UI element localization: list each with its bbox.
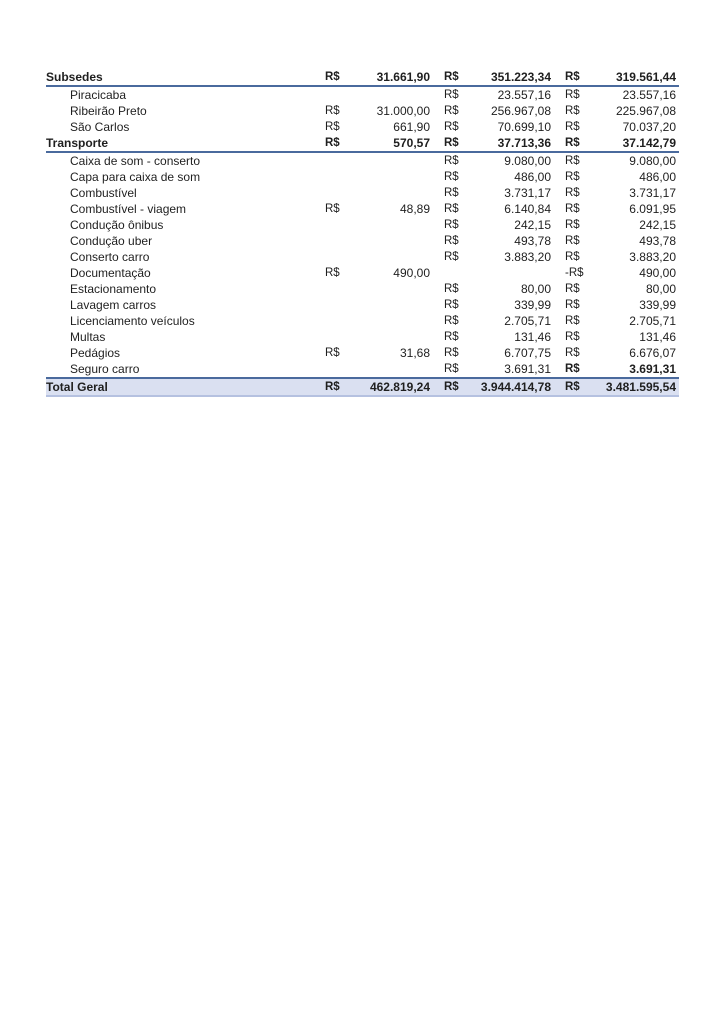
currency-symbol: R$ [565,89,580,101]
currency-symbol: R$ [565,137,580,149]
amount-value [345,281,433,297]
currency-symbol: R$ [444,219,459,231]
currency-symbol [325,249,345,265]
item-row [46,201,679,217]
currency-symbol [325,169,345,185]
currency-symbol: R$ [325,71,340,83]
currency-symbol: R$ [444,363,459,375]
currency-symbol [325,281,345,297]
amount-value: 486,00 [639,170,676,184]
amount-value: 37.142,79 [622,136,676,150]
amount-value: 23.557,16 [497,88,551,102]
amount-value: 31.661,90 [376,70,430,84]
currency-symbol [325,361,345,378]
currency-symbol: R$ [444,315,459,327]
currency-symbol: R$ [325,105,340,117]
item-row [46,281,679,297]
amount-value: 37.713,36 [497,136,551,150]
amount-value: 3.731,17 [629,186,676,200]
amount-value [345,169,433,185]
currency-symbol: R$ [565,203,580,215]
item-row [46,265,679,281]
currency-symbol: R$ [565,331,580,343]
currency-symbol: R$ [565,219,580,231]
currency-symbol: R$ [444,299,459,311]
currency-symbol: R$ [325,381,340,393]
amount-value [345,313,433,329]
amount-value: 3.481.595,54 [605,380,676,394]
currency-symbol: R$ [565,155,580,167]
item-row [46,297,679,313]
amount-value: 3.731,17 [504,186,551,200]
amount-value: 131,46 [639,330,676,344]
amount-value: 225.967,08 [615,104,676,118]
amount-value: 3.883,20 [504,250,551,264]
row-label: Transporte [46,136,109,150]
item-row [46,217,679,233]
amount-value: 131,46 [514,330,551,344]
amount-value: 6.091,95 [629,202,676,216]
currency-symbol: R$ [565,381,580,393]
currency-symbol [325,86,345,103]
section-row [46,69,679,86]
currency-symbol [325,217,345,233]
row-label: Seguro carro [70,362,140,376]
currency-symbol: R$ [444,171,459,183]
row-label: Licenciamento veículos [70,314,195,328]
amount-value [345,329,433,345]
amount-value: 6.676,07 [629,346,676,360]
currency-symbol: R$ [565,283,580,295]
amount-value [345,86,433,103]
amount-value: 351.223,34 [490,70,551,84]
total-row [46,378,679,396]
amount-value: 9.080,00 [504,154,551,168]
currency-symbol: R$ [565,171,580,183]
item-row [46,152,679,169]
row-label: Multas [70,330,106,344]
currency-symbol: R$ [444,105,459,117]
currency-symbol: R$ [444,89,459,101]
row-label: São Carlos [70,120,130,134]
amount-value: 242,15 [639,218,676,232]
amount-value [345,297,433,313]
currency-symbol: R$ [444,331,459,343]
amount-value: 490,00 [639,266,676,280]
amount-value: 319.561,44 [615,70,676,84]
amount-value: 31,68 [399,346,430,360]
currency-symbol: R$ [444,187,459,199]
row-label: Total Geral [46,380,108,394]
item-row [46,249,679,265]
currency-symbol: R$ [565,187,580,199]
amount-value: 23.557,16 [622,88,676,102]
amount-value: 462.819,24 [369,380,430,394]
currency-symbol: R$ [325,121,340,133]
item-row [46,313,679,329]
currency-symbol: R$ [444,283,459,295]
currency-symbol [325,152,345,169]
row-label: Combustível - viagem [70,202,187,216]
item-row [46,169,679,185]
row-label: Piracicaba [70,88,127,102]
currency-symbol: R$ [444,251,459,263]
amount-value: 31.000,00 [376,104,430,118]
amount-value [345,361,433,378]
amount-value: 339,99 [639,298,676,312]
item-row [46,233,679,249]
amount-value: 242,15 [514,218,551,232]
row-label: Estacionamento [70,282,157,296]
amount-value: 48,89 [399,202,430,216]
amount-value [464,265,554,281]
currency-symbol: R$ [565,363,580,375]
amount-value: 339,99 [514,298,551,312]
item-row [46,185,679,201]
amount-value: 490,00 [393,266,430,280]
currency-symbol: R$ [565,105,580,117]
currency-symbol [433,265,464,281]
amount-value [345,185,433,201]
row-label: Ribeirão Preto [70,104,147,118]
row-label: Documentação [70,266,151,280]
amount-value: 3.691,31 [629,362,676,376]
amount-value [345,249,433,265]
section-row [46,135,679,152]
amount-value: 2.705,71 [504,314,551,328]
amount-value: 3.883,20 [629,250,676,264]
currency-symbol: R$ [444,347,459,359]
item-row [46,345,679,361]
amount-value: 493,78 [639,234,676,248]
currency-symbol: R$ [444,121,459,133]
currency-symbol [325,329,345,345]
amount-value: 6.707,75 [504,346,551,360]
amount-value: 3.944.414,78 [480,380,551,394]
currency-symbol: R$ [325,203,340,215]
currency-symbol: R$ [444,235,459,247]
amount-value [345,152,433,169]
amount-value: 80,00 [520,282,551,296]
currency-symbol: R$ [444,137,459,149]
amount-value: 486,00 [514,170,551,184]
currency-symbol: R$ [565,315,580,327]
currency-symbol: R$ [325,347,340,359]
row-label: Condução ônibus [70,218,164,232]
amount-value: 80,00 [645,282,676,296]
expense-summary-table [46,69,679,397]
currency-symbol: R$ [565,251,580,263]
currency-symbol: R$ [565,347,580,359]
item-row [46,361,679,378]
currency-symbol: R$ [444,381,459,393]
row-label: Combustível [70,186,137,200]
currency-symbol: R$ [565,299,580,311]
amount-value: 493,78 [514,234,551,248]
currency-symbol: R$ [325,137,340,149]
row-label: Pedágios [70,346,121,360]
amount-value: 6.140,84 [504,202,551,216]
amount-value: 9.080,00 [629,154,676,168]
currency-symbol [325,233,345,249]
amount-value: 70.699,10 [497,120,551,134]
amount-value: 256.967,08 [490,104,551,118]
row-label: Condução uber [70,234,153,248]
row-label: Subsedes [46,70,103,84]
item-row [46,119,679,135]
currency-symbol: R$ [444,71,459,83]
amount-value: 661,90 [393,120,430,134]
currency-symbol: R$ [565,121,580,133]
item-row [46,86,679,103]
currency-symbol: R$ [565,235,580,247]
currency-symbol [325,313,345,329]
spreadsheet-print-area [46,69,679,397]
currency-symbol [325,185,345,201]
amount-value: 2.705,71 [629,314,676,328]
row-label: Conserto carro [70,250,150,264]
currency-symbol: R$ [444,203,459,215]
row-label: Caixa de som - conserto [70,154,201,168]
item-row [46,103,679,119]
currency-symbol: R$ [444,155,459,167]
amount-value [345,217,433,233]
row-label: Capa para caixa de som [70,170,201,184]
item-row [46,329,679,345]
currency-symbol: -R$ [565,267,584,279]
expense-table-body [46,69,679,396]
amount-value: 70.037,20 [622,120,676,134]
currency-symbol: R$ [565,71,580,83]
currency-symbol: R$ [325,267,340,279]
amount-value: 3.691,31 [504,362,551,376]
amount-value [345,233,433,249]
amount-value: 570,57 [393,136,430,150]
currency-symbol [325,297,345,313]
row-label: Lavagem carros [70,298,157,312]
